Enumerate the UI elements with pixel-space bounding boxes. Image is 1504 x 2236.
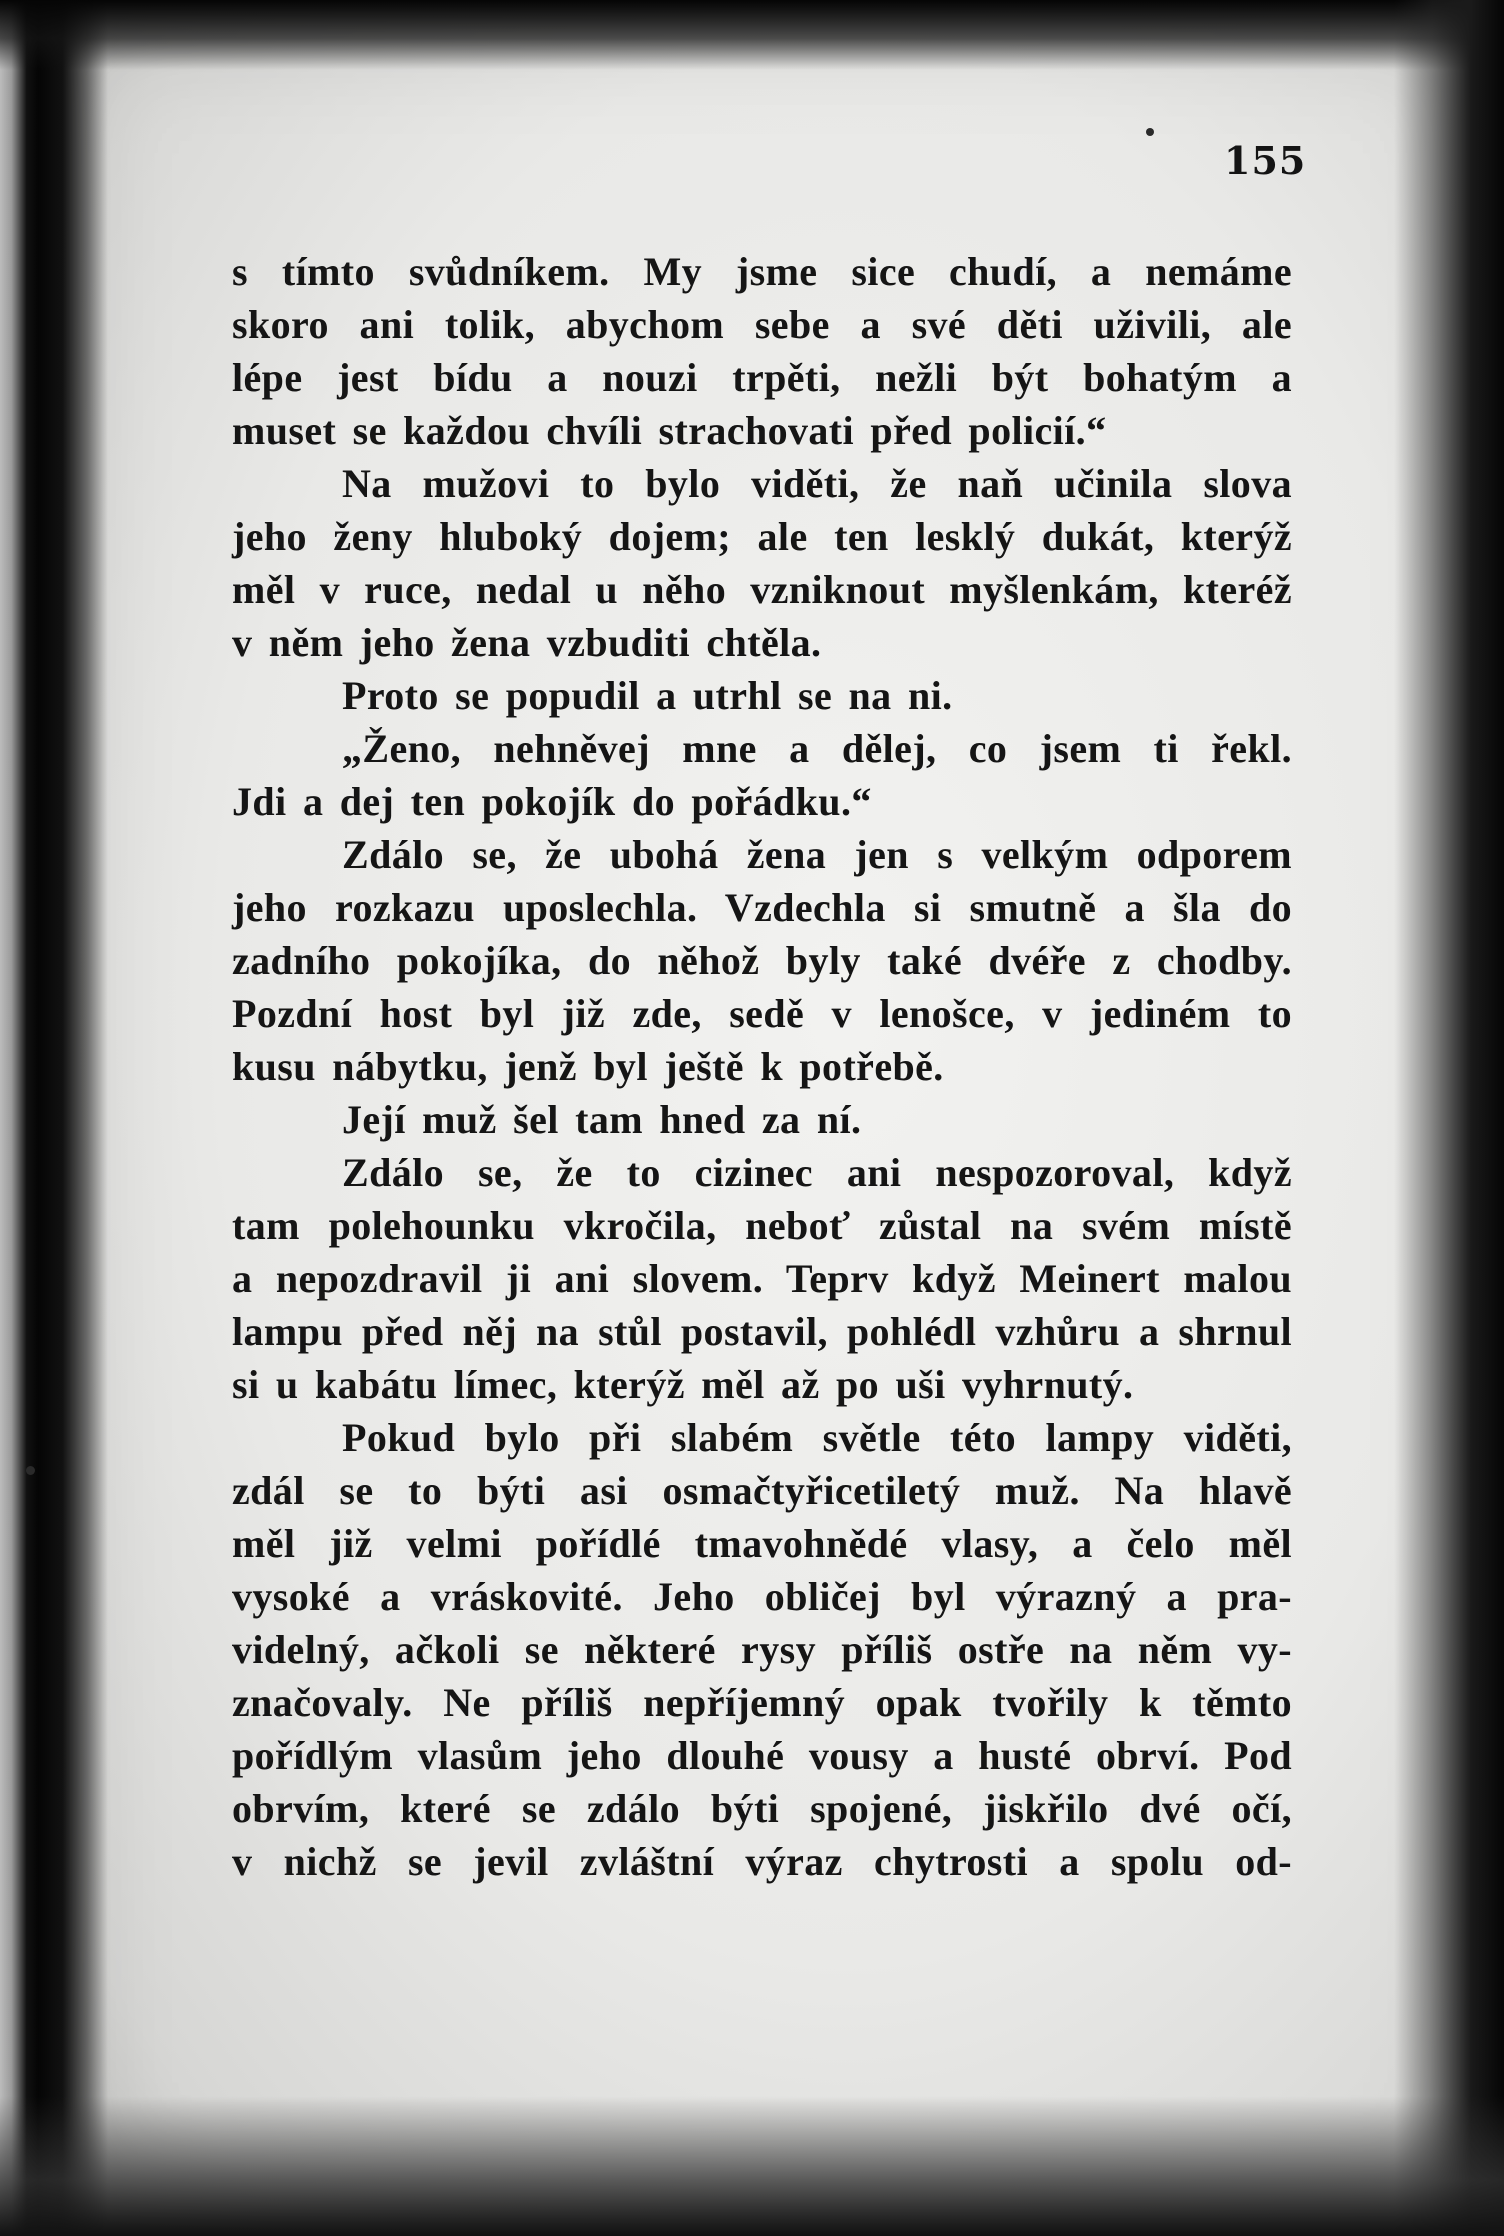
text-line: Na mužovi to bylo viděti, že naň učinila slova — [342, 461, 1292, 506]
text-line: lépe jest bídu a nouzi trpěti, nežli být bohatým a — [232, 355, 1292, 400]
text-line: měl v ruce, nedal u něho vzniknout myšlenkám, kteréž — [232, 567, 1292, 612]
text-line: s tímto svůdníkem. My jsme sice chudí, a nemáme — [232, 249, 1292, 294]
text-line: vysoké a vráskovité. Jeho obličej byl výrazný a pra- — [232, 1574, 1292, 1619]
text-line: pořídlým vlasům jeho dlouhé vousy a husté obrví. Pod — [232, 1733, 1292, 1778]
text-line: jeho ženy hluboký dojem; ale ten lesklý dukát, kterýž — [232, 514, 1292, 559]
text-line: Jdi a dej ten pokojík do pořádku.“ — [232, 779, 872, 824]
text-line: obrvím, které se zdálo býti spojené, jiskřilo dvé očí, — [232, 1786, 1292, 1831]
text-line: lampu před něj na stůl postavil, pohlédl vzhůru a shrnul — [232, 1309, 1292, 1354]
speck-mark — [26, 1466, 35, 1475]
text-line: zadního pokojíka, do něhož byly také dvéře z chodby. — [232, 938, 1292, 983]
text-line: tam polehounku vkročila, neboť zůstal na svém místě — [232, 1203, 1292, 1248]
text-line: Pozdní host byl již zde, sedě v lenošce, v jediném to — [232, 991, 1292, 1036]
body-text — [232, 245, 1292, 1888]
text-line: Proto se popudil a utrhl se na ni. — [342, 673, 953, 718]
text-line: značovaly. Ne příliš nepříjemný opak tvořily k těmto — [232, 1680, 1292, 1725]
gutter-shadow — [38, 0, 108, 2236]
text-line: Pokud bylo při slabém světle této lampy viděti, — [342, 1415, 1292, 1460]
text-line: kusu nábytku, jenž byl ještě k potřebě. — [232, 1044, 944, 1089]
text-line: v něm jeho žena vzbuditi chtěla. — [232, 620, 822, 665]
text-line: si u kabátu límec, kterýž měl až po uši vyhrnutý. — [232, 1362, 1134, 1407]
text-line: v nichž se jevil zvláštní výraz chytrosti a spolu od- — [232, 1839, 1292, 1884]
text-line: měl již velmi pořídlé tmavohnědé vlasy, a čelo měl — [232, 1521, 1292, 1566]
text-line: videlný, ačkoli se některé rysy příliš ostře na něm vy- — [232, 1627, 1292, 1672]
text-line: Zdálo se, že ubohá žena jen s velkým odporem — [342, 832, 1292, 877]
bottom-edge-shadow — [0, 2096, 1504, 2236]
text-line: Její muž šel tam hned za ní. — [342, 1097, 862, 1142]
text-line: muset se každou chvíli strachovati před policií.“ — [232, 408, 1107, 453]
book-spine — [0, 0, 38, 2236]
text-line: „Ženo, nehněvej mne a dělej, co jsem ti řekl. — [342, 726, 1292, 771]
right-edge-shadow — [1394, 0, 1504, 2236]
text-line: a nepozdravil ji ani slovem. Teprv když Meinert malou — [232, 1256, 1292, 1301]
text-line: jeho rozkazu uposlechla. Vzdechla si smutně a šla do — [232, 885, 1292, 930]
page-number: 155 — [1224, 138, 1307, 183]
text-line: Zdálo se, že to cizinec ani nespozoroval, když — [342, 1150, 1292, 1195]
speck-mark — [1146, 128, 1154, 136]
text-line: zdál se to býti asi osmačtyřicetiletý muž. Na hlavě — [232, 1468, 1292, 1513]
text-line: skoro ani tolik, abychom sebe a své děti uživili, ale — [232, 302, 1292, 347]
top-edge-shadow — [0, 0, 1504, 70]
